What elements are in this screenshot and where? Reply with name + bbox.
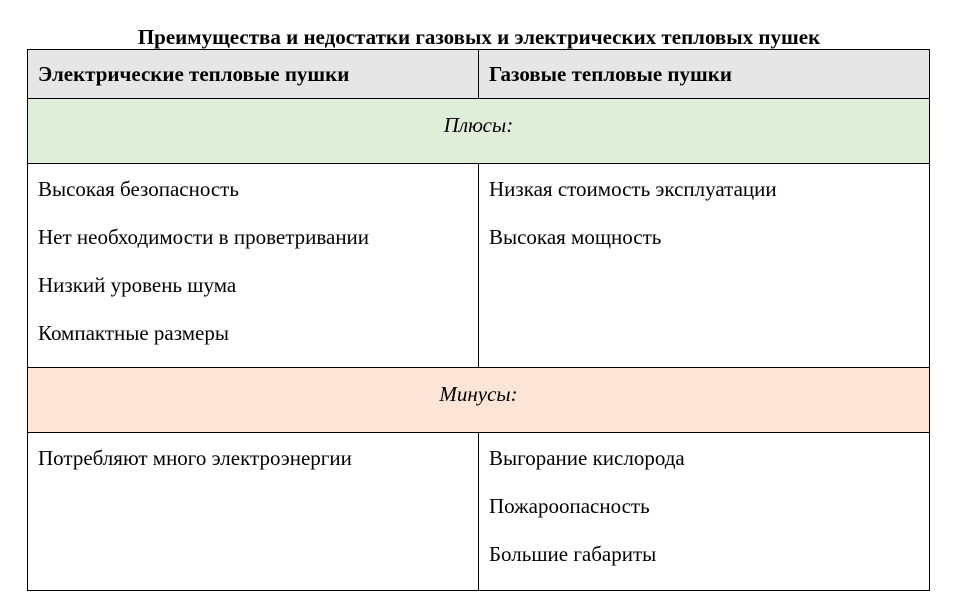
cons-electric-cell (28, 433, 479, 591)
pros-section-label: Плюсы: (28, 99, 930, 164)
cons-content-row (28, 433, 930, 591)
list-item: Нет необходимости в проветривании (38, 225, 370, 249)
list-item: Высокая мощность (489, 225, 662, 249)
list-item: Пожароопасность (489, 494, 650, 518)
cons-section-row (28, 368, 930, 433)
pros-section-row (28, 99, 930, 164)
cons-gas-list (489, 446, 919, 566)
list-item: Большие габариты (489, 542, 657, 566)
pros-electric-cell (28, 164, 479, 368)
pros-electric-list (38, 177, 468, 345)
column-header-gas: Газовые тепловые пушки (479, 50, 930, 99)
cons-electric-list (38, 446, 468, 470)
column-header-electric: Электрические тепловые пушки (28, 50, 479, 99)
list-item: Низкая стоимость эксплуатации (489, 177, 777, 201)
table-header-row (28, 50, 930, 99)
pros-gas-cell (479, 164, 930, 368)
list-item: Выгорание кислорода (489, 446, 685, 470)
list-item: Компактные размеры (38, 321, 229, 345)
pros-gas-list (489, 177, 919, 249)
list-item: Низкий уровень шума (38, 273, 237, 297)
list-item: Высокая безопасность (38, 177, 239, 201)
pros-content-row (28, 164, 930, 368)
document-title: Преимущества и недостатки газовых и электрических тепловых пушек (137, 25, 821, 49)
list-item: Потребляют много электроэнергии (38, 446, 352, 470)
comparison-table (27, 49, 930, 591)
cons-section-label: Минусы: (28, 368, 930, 433)
cons-gas-cell (479, 433, 930, 591)
